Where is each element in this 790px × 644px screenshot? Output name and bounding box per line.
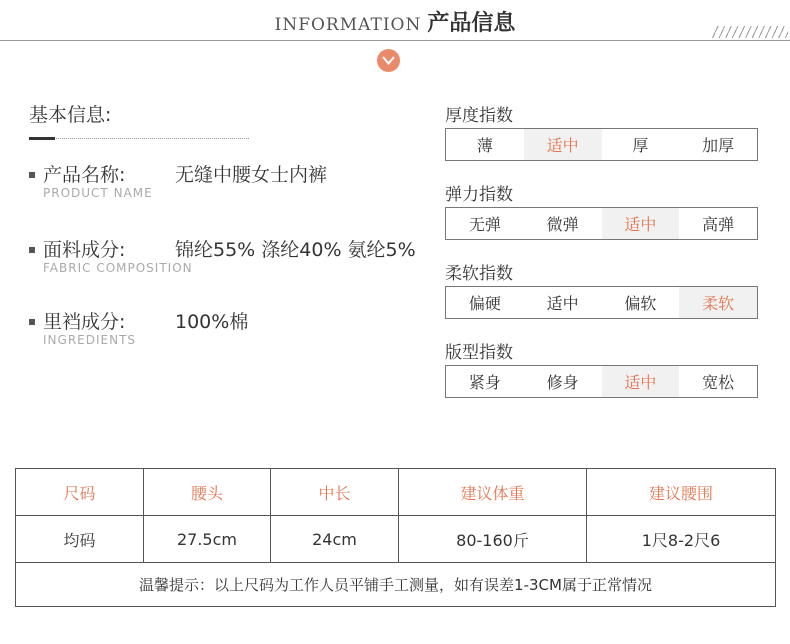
elasticity-index-scale [445, 207, 758, 240]
table-row [16, 516, 776, 563]
scale-option-selected: 适中 [602, 366, 680, 397]
table-cell: 80-160斤 [399, 516, 587, 563]
softness-index-scale [445, 286, 758, 319]
table-cell: 均码 [16, 516, 144, 563]
field-value: 无缝中腰女士内裤 [175, 164, 328, 186]
size-table [15, 468, 776, 607]
elasticity-index-title: 弹力指数 [445, 185, 513, 205]
table-header-cell: 建议体重 [399, 469, 587, 516]
scale-option: 偏硬 [468, 294, 501, 313]
table-note-row [16, 563, 776, 607]
scale-option: 修身 [546, 373, 579, 392]
scale-option: 微弹 [546, 215, 579, 234]
bullet-icon [29, 319, 35, 325]
section-title-en: INFORMATION [274, 15, 422, 35]
scale-option: 加厚 [702, 136, 735, 155]
basic-info-title: 基本信息: [29, 104, 112, 126]
table-cell: 1尺8-2尺6 [587, 516, 776, 563]
scale-option-selected: 柔软 [679, 287, 757, 318]
fit-index-title: 版型指数 [445, 343, 513, 363]
fit-index-scale [445, 365, 758, 398]
header-divider [0, 40, 790, 41]
thickness-index-scale [445, 128, 758, 161]
softness-index-title: 柔软指数 [445, 264, 513, 284]
table-cell: 24cm [271, 516, 399, 563]
basic-info-rule [29, 138, 249, 139]
field-label-en: PRODUCT NAME [43, 186, 153, 200]
scale-option: 无弹 [468, 215, 501, 234]
table-cell: 27.5cm [144, 516, 271, 563]
scale-option-selected: 适中 [602, 208, 680, 239]
table-header-cell: 建议腰围 [587, 469, 776, 516]
thickness-index-title: 厚度指数 [445, 106, 513, 126]
field-label: 里裆成分: [43, 311, 126, 333]
table-header-cell: 尺码 [16, 469, 144, 516]
basic-info-rule-accent [29, 137, 55, 140]
hatch-decoration [712, 26, 788, 38]
scale-option: 适中 [546, 294, 579, 313]
field-label-en: INGREDIENTS [43, 333, 137, 347]
scale-option: 厚 [632, 136, 649, 155]
scale-option: 偏软 [624, 294, 657, 313]
table-header-row [16, 469, 776, 516]
field-value: 100%棉 [175, 311, 249, 333]
scale-option: 宽松 [702, 373, 735, 392]
field-label-en: FABRIC COMPOSITION [43, 261, 193, 275]
scale-option: 薄 [476, 136, 493, 155]
bullet-icon [29, 172, 35, 178]
scale-option: 紧身 [468, 373, 501, 392]
size-note: 温馨提示：以上尺码为工作人员平铺手工测量，如有误差1-3CM属于正常情况 [16, 563, 776, 607]
table-header-cell: 中长 [271, 469, 399, 516]
field-value: 锦纶55% 涤纶40% 氨纶5% [175, 239, 416, 261]
field-label: 面料成分: [43, 239, 126, 261]
scale-option: 高弹 [702, 215, 735, 234]
section-header [0, 6, 790, 37]
field-label: 产品名称: [43, 164, 126, 186]
bullet-icon [29, 247, 35, 253]
section-title-cn: 产品信息 [427, 11, 516, 36]
chevron-down-icon [377, 49, 400, 72]
table-header-cell: 腰头 [144, 469, 271, 516]
scale-option-selected: 适中 [524, 129, 602, 160]
